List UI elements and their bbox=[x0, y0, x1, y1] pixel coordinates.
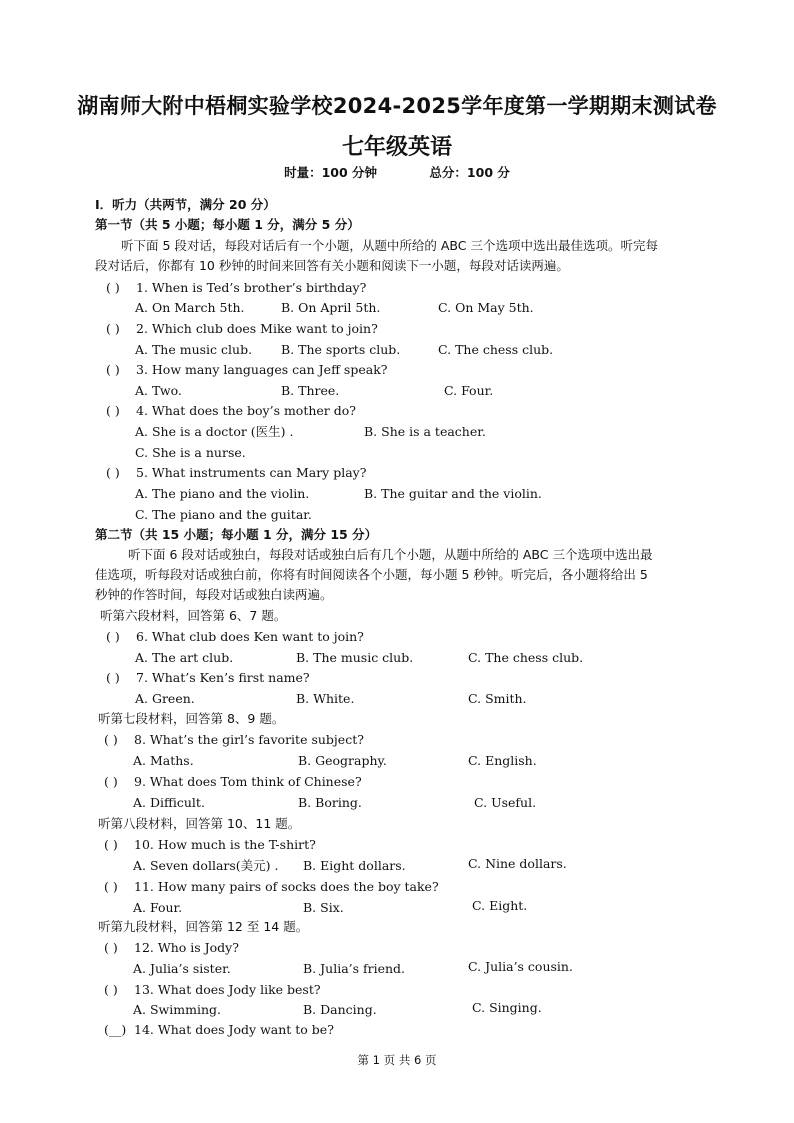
question-13 bbox=[104, 981, 321, 998]
answer-blank[interactable]: ( ) bbox=[104, 732, 118, 747]
option-c: C. Eight. bbox=[472, 898, 528, 913]
question-4 bbox=[106, 402, 356, 419]
option-a: A. She is a doctor (医生) . bbox=[135, 424, 294, 439]
option-a: A. Swimming. bbox=[133, 1002, 221, 1017]
option-a: A. Difficult. bbox=[133, 795, 205, 810]
option-b: B. Dancing. bbox=[303, 1002, 377, 1017]
option-a: A. On March 5th. bbox=[135, 300, 245, 315]
exam-score: 总分：100 分 bbox=[429, 165, 510, 180]
question-2 bbox=[106, 320, 378, 337]
material-7-heading: 听第七段材料，回答第 8、9 题。 bbox=[98, 711, 285, 726]
question-9 bbox=[104, 773, 362, 790]
question-14 bbox=[104, 1021, 334, 1038]
option-a: A. Two. bbox=[135, 383, 182, 398]
section1-instruction-line1: 听下面 5 段对话，每段对话后有一个小题，从题中所给的 ABC 三个选项中选出最佳选项。听完每 bbox=[121, 238, 658, 253]
question-11 bbox=[104, 878, 439, 895]
option-b: B. Boring. bbox=[298, 795, 362, 810]
part1-heading: I．听力（共两节，满分 20 分） bbox=[95, 197, 276, 212]
option-c: C. She is a nurse. bbox=[135, 445, 246, 460]
question-text: 2. Which club does Mike want to join? bbox=[136, 321, 378, 336]
option-a: A. The piano and the violin. bbox=[135, 486, 310, 501]
question-6 bbox=[106, 628, 364, 645]
option-c: C. Smith. bbox=[468, 691, 527, 706]
option-a: A. Seven dollars(美元) . bbox=[133, 858, 279, 873]
answer-blank[interactable]: ( ) bbox=[106, 670, 120, 685]
option-c: C. The chess club. bbox=[468, 650, 584, 665]
question-10 bbox=[104, 836, 316, 853]
question-text: 10. How much is the T-shirt? bbox=[134, 837, 316, 852]
option-b: B. She is a teacher. bbox=[364, 424, 486, 439]
option-b: B. Eight dollars. bbox=[303, 858, 406, 873]
option-b: B. Geography. bbox=[298, 753, 387, 768]
option-b: B. The music club. bbox=[296, 650, 414, 665]
question-12 bbox=[104, 939, 239, 956]
question-text: 9. What does Tom think of Chinese? bbox=[134, 774, 362, 789]
section2-instruction-line3: 秒钟的作答时间，每段对话或独白读两遍。 bbox=[95, 587, 333, 602]
answer-blank[interactable]: ( ) bbox=[104, 940, 118, 955]
option-b: B. Six. bbox=[303, 900, 344, 915]
section1-instruction-line2: 段对话后，你都有 10 秒钟的时间来回答有关小题和阅读下一小题，每段对话读两遍。 bbox=[95, 258, 569, 273]
question-text: 11. How many pairs of socks does the boy take? bbox=[134, 879, 439, 894]
option-a: A. Four. bbox=[133, 900, 183, 915]
question-1 bbox=[106, 279, 366, 296]
option-a: A. Maths. bbox=[133, 753, 194, 768]
option-b: B. Three. bbox=[281, 383, 340, 398]
option-c: C. Singing. bbox=[472, 1000, 542, 1015]
answer-blank[interactable]: ( ) bbox=[104, 837, 118, 852]
page-number: 第 1 页 共 6 页 bbox=[357, 1053, 437, 1067]
answer-blank[interactable]: ( ) bbox=[106, 403, 120, 418]
option-b: B. White. bbox=[296, 691, 355, 706]
question-text: 1. When is Ted’s brother’s birthday? bbox=[136, 280, 367, 295]
option-c: C. On May 5th. bbox=[438, 300, 534, 315]
material-8-heading: 听第八段材料，回答第 10、11 题。 bbox=[98, 816, 301, 831]
option-a: A. Green. bbox=[135, 691, 195, 706]
question-text: 12. Who is Jody? bbox=[134, 940, 239, 955]
option-a: A. The music club. bbox=[135, 342, 253, 357]
question-text: 3. How many languages can Jeff speak? bbox=[136, 362, 388, 377]
question-text: 6. What club does Ken want to join? bbox=[136, 629, 364, 644]
option-c: C. Useful. bbox=[474, 795, 537, 810]
answer-blank[interactable]: ( ) bbox=[104, 982, 118, 997]
answer-blank[interactable]: ( ) bbox=[106, 465, 120, 480]
material-9-heading: 听第九段材料，回答第 12 至 14 题。 bbox=[98, 919, 309, 934]
answer-blank[interactable]: ( ) bbox=[106, 280, 120, 295]
exam-time: 时量：100 分钟 bbox=[284, 165, 378, 180]
question-text: 13. What does Jody like best? bbox=[134, 982, 321, 997]
section1-heading: 第一节（共 5 小题；每小题 1 分，满分 5 分） bbox=[95, 217, 360, 232]
answer-blank[interactable]: ( ) bbox=[106, 321, 120, 336]
option-c: C. Nine dollars. bbox=[468, 856, 567, 871]
answer-blank[interactable]: (__) bbox=[104, 1022, 127, 1037]
answer-blank[interactable]: ( ) bbox=[106, 629, 120, 644]
question-text: 8. What’s the girl’s favorite subject? bbox=[134, 732, 364, 747]
question-text: 5. What instruments can Mary play? bbox=[136, 465, 367, 480]
exam-meta bbox=[0, 163, 794, 181]
exam-subtitle: 七年级英语 bbox=[341, 135, 452, 160]
question-7 bbox=[106, 669, 310, 686]
question-text: 4. What does the boy’s mother do? bbox=[136, 403, 356, 418]
option-b: B. On April 5th. bbox=[281, 300, 381, 315]
option-c: C. Four. bbox=[444, 383, 494, 398]
option-b: B. Julia’s friend. bbox=[303, 961, 406, 976]
question-text: 14. What does Jody want to be? bbox=[134, 1022, 334, 1037]
option-b: B. The guitar and the violin. bbox=[364, 486, 542, 501]
material-6-heading: 听第六段材料，回答第 6、7 题。 bbox=[100, 608, 287, 623]
option-a: A. The art club. bbox=[135, 650, 234, 665]
exam-title: 湖南师大附中梧桐实验学校2024-2025学年度第一学期期末测试卷 bbox=[77, 94, 717, 118]
question-5 bbox=[106, 464, 366, 481]
section2-heading: 第二节（共 15 小题；每小题 1 分，满分 15 分） bbox=[95, 527, 378, 542]
question-8 bbox=[104, 731, 364, 748]
answer-blank[interactable]: ( ) bbox=[104, 774, 118, 789]
answer-blank[interactable]: ( ) bbox=[104, 879, 118, 894]
answer-blank[interactable]: ( ) bbox=[106, 362, 120, 377]
option-c: C. The piano and the guitar. bbox=[135, 507, 312, 522]
question-3 bbox=[106, 361, 387, 378]
option-c: C. Julia’s cousin. bbox=[468, 959, 573, 974]
section2-instruction-line1: 听下面 6 段对话或独白，每段对话或独白后有几个小题，从题中所给的 ABC 三个选项中选出最 bbox=[128, 547, 653, 562]
option-c: C. English. bbox=[468, 753, 537, 768]
option-c: C. The chess club. bbox=[438, 342, 554, 357]
option-a: A. Julia’s sister. bbox=[133, 961, 231, 976]
section2-instruction-line2: 佳选项，听每段对话或独白前，你将有时间阅读各个小题，每小题 5 秒钟。听完后，各小题将给出 5 bbox=[95, 567, 648, 582]
question-text: 7. What’s Ken’s first name? bbox=[136, 670, 310, 685]
option-b: B. The sports club. bbox=[281, 342, 401, 357]
